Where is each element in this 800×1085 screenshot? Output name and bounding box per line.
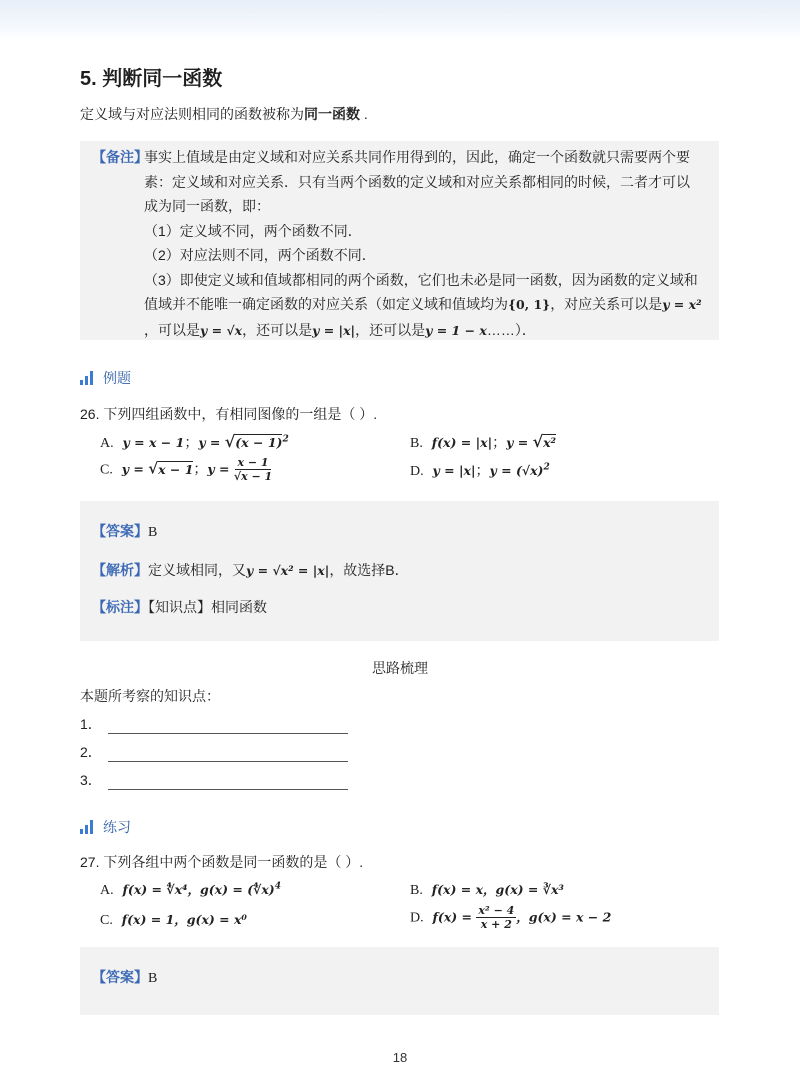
blank-2-num: 2． — [80, 744, 102, 760]
q26-a-radical: √ — [224, 432, 236, 451]
q27-option-d — [410, 904, 611, 931]
answer-27-row — [92, 967, 157, 987]
analysis-26-label: 【解析】 — [92, 562, 148, 578]
note-line-7 — [144, 292, 707, 318]
q26-b-f2-rad: x² — [543, 435, 557, 450]
tag-26-text: 【知识点】相同函数 — [148, 599, 267, 615]
analysis-26-end: ，故选择B． — [329, 562, 409, 578]
note-set: {0, 1} — [508, 297, 551, 312]
q27-b-letter: B. — [410, 883, 423, 898]
note-item-3: （3）即使定义域和值域都相同的两个函数，它们也未必是同一函数，因为函数的定义域和 — [144, 271, 698, 288]
q26-c-fraction — [234, 456, 272, 483]
answer-box-26 — [80, 501, 719, 641]
answer-26-row — [92, 521, 157, 541]
q26-option-c — [100, 456, 272, 483]
q26-option-a — [100, 432, 289, 452]
q26-option-b — [410, 432, 556, 452]
note-formula-3: y = |x| — [312, 322, 356, 338]
blank-3-underline[interactable] — [108, 775, 348, 790]
q26-d-f2: y = (√x) — [489, 463, 544, 478]
q27-a-exp: 4 — [274, 881, 281, 892]
q26-b-letter: B. — [410, 436, 423, 451]
note-item-1: （1）定义域不同，两个函数不同． — [144, 222, 362, 239]
q26-a-f2-exp: 2 — [282, 434, 289, 445]
q27-option-b — [410, 880, 564, 899]
q26-c-radical: √ — [148, 459, 159, 478]
note-line-7-text: 值域并不能唯一确定函数的对应关系（如定义域和值域均为 — [144, 296, 508, 312]
q26-c-letter: C. — [100, 462, 113, 478]
q27-d-num: x² − 4 — [478, 904, 515, 917]
q27-b-text: f(x) = x，g(x) = ∛x³ — [431, 882, 564, 897]
note-line-2: 素：定义域和对应关系．只有当两个函数的定义域和对应关系都相同的时候，二者才可以 — [144, 173, 690, 190]
note-line-8-end: ……）． — [486, 321, 536, 338]
note-line-1: 事实上值域是由定义域和对应关系共同作用得到的，因此，确定一个函数就只需要两个要 — [144, 149, 690, 165]
note-line-3: 成为同一函数，即： — [144, 198, 270, 214]
thinking-title: 思路梳理 — [372, 660, 428, 676]
example-section-header — [80, 368, 131, 388]
answer-26-label: 【答案】 — [92, 523, 148, 539]
q27-option-c — [100, 910, 247, 929]
definition-term: 同一函数 — [304, 106, 360, 122]
analysis-26-row — [92, 560, 409, 580]
note-line-8-c: ，还可以是 — [355, 321, 426, 338]
tag-26-label: 【标注】 — [92, 599, 148, 615]
blank-3-num: 3． — [80, 772, 102, 788]
example-section-label: 例题 — [103, 370, 131, 386]
q26-b-radical: √ — [532, 432, 544, 451]
note-line-7-mid: ，对应关系可以是 — [550, 296, 663, 312]
q26-c-f1-pre: y = — [121, 461, 149, 477]
answer-27-label: 【答案】 — [92, 969, 148, 985]
note-line-8-b: ，还可以是 — [242, 321, 313, 338]
answer-26-value: B — [148, 525, 158, 540]
blank-line-1 — [80, 714, 348, 734]
q26-d-f1: y = |x| — [432, 463, 476, 478]
note-label: 【备注】 — [92, 149, 148, 165]
definition-prefix: 定义域与对应法则相同的函数被称为 — [80, 106, 304, 122]
q27-d-den: x + 2 — [480, 918, 512, 931]
note-formula-1: y = x² — [662, 297, 702, 312]
section-title: 5. 判断同一函数 — [80, 68, 223, 90]
note-formula-4: y = 1 − x — [425, 322, 487, 338]
blank-2-underline[interactable] — [108, 747, 348, 762]
question-27-stem: 27. 下列各组中两个函数是同一函数的是（ ）. — [80, 854, 364, 870]
q26-b-f2-pre: y = — [506, 435, 533, 450]
q27-c-text: f(x) = 1，g(x) = x⁰ — [121, 912, 247, 927]
note-line-8 — [144, 318, 707, 344]
note-formula-2: y = √x — [200, 322, 243, 338]
practice-section-label: 练习 — [103, 819, 131, 835]
definition — [80, 104, 368, 124]
q26-a-f2-rad: (x − 1) — [235, 435, 283, 450]
blank-1-num: 1． — [80, 716, 102, 732]
page-number: 18 — [392, 1050, 408, 1065]
q27-c-letter: C. — [100, 913, 113, 928]
blank-1-underline[interactable] — [108, 719, 348, 734]
note-box — [80, 141, 719, 340]
bar-chart-icon — [80, 371, 93, 385]
q27-d-pre: f(x) = — [432, 909, 477, 925]
q27-a-letter: A. — [100, 883, 114, 898]
tag-26-row — [92, 597, 267, 617]
answer-27-value: B — [148, 971, 158, 986]
q26-a-f2-pre: y = — [198, 435, 225, 450]
q26-c-f2-pre: y = — [207, 461, 234, 477]
q26-c-f1-rad: x − 1 — [158, 461, 194, 477]
bar-chart-icon — [80, 820, 93, 834]
q26-option-d — [410, 460, 550, 480]
analysis-26-formula: y = √x² = |x| — [246, 563, 330, 578]
q27-a-text: f(x) = ∜x⁴，g(x) = (∜x) — [122, 882, 275, 897]
q26-c-sep: ； — [193, 462, 208, 478]
q26-b-f1: f(x) = |x| — [431, 435, 493, 450]
q26-d-f2-exp: 2 — [543, 462, 550, 473]
q26-d-sep: ； — [475, 464, 490, 479]
q27-d-post: ，g(x) = x − 2 — [516, 909, 612, 925]
blank-line-2 — [80, 742, 348, 762]
thinking-prompt: 本题所考察的知识点： — [80, 688, 220, 704]
top-banner — [0, 0, 800, 40]
blank-line-3 — [80, 770, 348, 790]
q26-a-letter: A. — [100, 436, 114, 451]
q26-b-sep: ； — [492, 436, 507, 451]
answer-box-27 — [80, 947, 719, 1015]
question-26-stem: 26. 下列四组函数中，有相同图像的一组是（ ）. — [80, 406, 378, 422]
q27-d-letter: D. — [410, 910, 424, 926]
q26-c-den: √x − 1 — [233, 470, 273, 483]
q26-a-sep: ； — [184, 436, 199, 451]
q26-c-num: x − 1 — [237, 456, 269, 469]
practice-section-header — [80, 817, 131, 837]
note-item-2: （2）对应法则不同，两个函数不同． — [144, 247, 376, 263]
definition-suffix: . — [363, 106, 368, 122]
q27-d-fraction — [476, 904, 516, 931]
q27-option-a — [100, 880, 281, 899]
q26-a-f1: y = x − 1 — [122, 435, 185, 450]
analysis-26-text: 定义域相同，又 — [148, 562, 246, 578]
note-line-8-a: ，可以是 — [144, 321, 200, 338]
q26-d-letter: D. — [410, 464, 424, 479]
